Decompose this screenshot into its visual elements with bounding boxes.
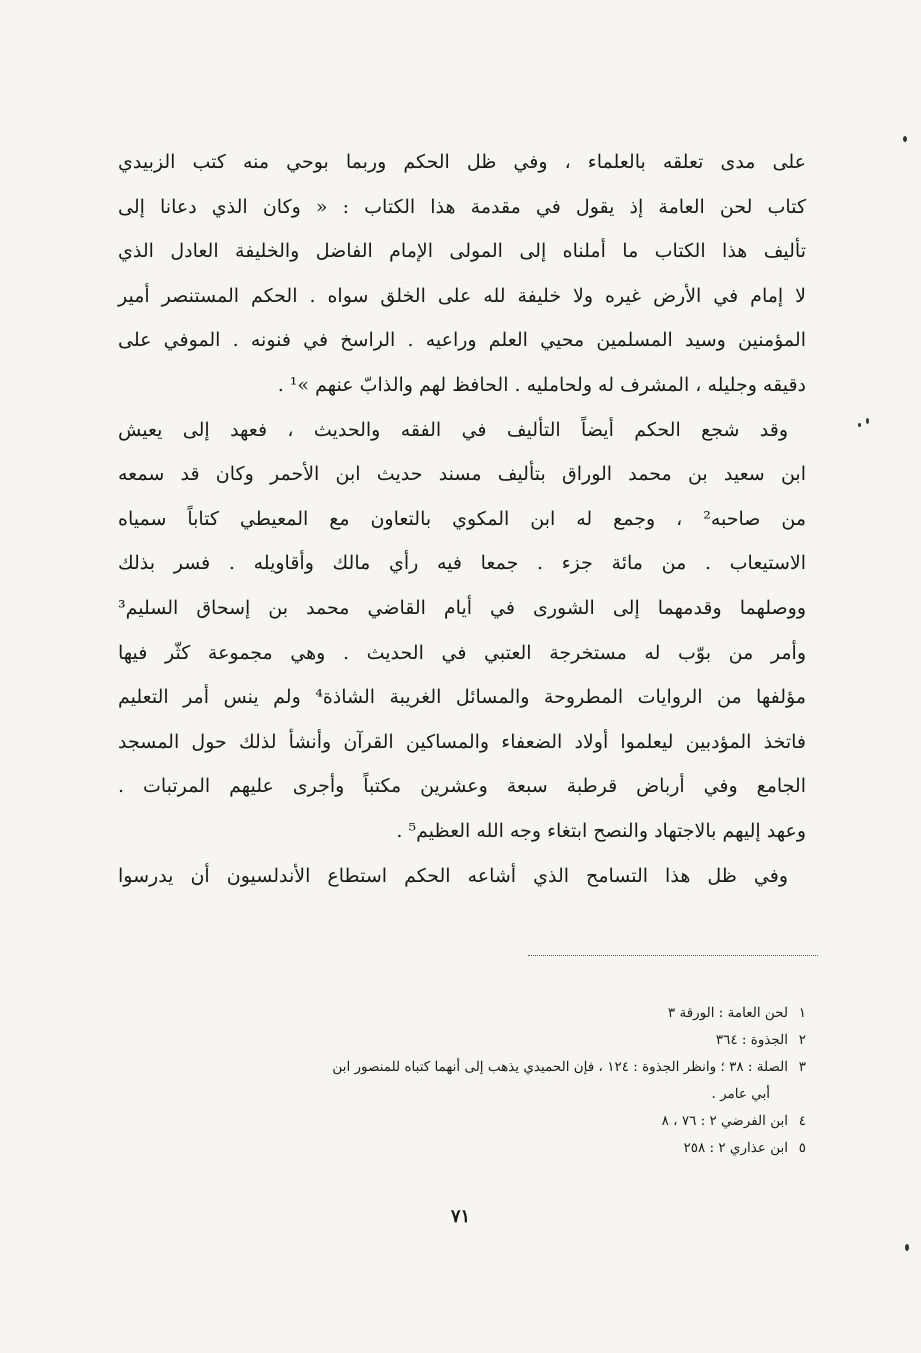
footnote-number: ١ bbox=[798, 1005, 806, 1021]
body-line: مؤلفها من الروايات المطروحة والمسائل الغريبة الشاذة⁴ ولم ينس أمر التعليم bbox=[118, 686, 807, 709]
footnote-number: ٥ bbox=[798, 1140, 806, 1156]
footnote-number: ٢ bbox=[798, 1032, 806, 1048]
body-line: على مدى تعلقه بالعلماء ، وفي ظل الحكم وربما بوحي منه كتب الزبيدي bbox=[118, 151, 806, 173]
body-line: دقيقه وجليله ، المشرف له ولحامليه . الحافظ لهم والذابّ عنهم »¹ . bbox=[277, 373, 806, 396]
body-line: الجامع وفي أرباض قرطبة سبعة وعشرين مكتباً وأجرى عليهم المرتبات . bbox=[118, 775, 806, 798]
body-line: وقد شجع الحكم أيضاً التأليف في الفقه والحديث ، فعهد إلى يعيش bbox=[118, 418, 788, 441]
scan-speck bbox=[858, 423, 861, 427]
footnote-number: ٣ bbox=[798, 1059, 806, 1075]
footnote-text: الصلة : ٣٨ ؛ وانظر الجذوة : ١٢٤ ، فإن الحميدي يذهب إلى أنهما كتباه للمنصور ابن bbox=[332, 1059, 788, 1075]
footnotes bbox=[106, 1000, 806, 1162]
body-line: وأمر من بوّب له مستخرجة العتبي في الحديث . وهي مجموعة كثّر فيها bbox=[118, 641, 806, 664]
body-line: المؤمنين وسيد المسلمين محيي العلم وراعيه . الراسخ في فنونه . الموفي على bbox=[118, 329, 806, 352]
footnote bbox=[106, 1108, 806, 1135]
footnote-text: لحن العامة : الورقة ٣ bbox=[667, 1005, 788, 1021]
body-text bbox=[118, 140, 806, 898]
footnote-continuation bbox=[106, 1081, 806, 1108]
footnote bbox=[106, 1054, 806, 1081]
footnote bbox=[106, 1027, 806, 1054]
footnote-separator bbox=[528, 955, 818, 956]
scan-speck bbox=[905, 1244, 909, 1251]
body-line: ابن سعيد بن محمد الوراق بتأليف مسند حديث ابن الأحمر وكان قد سمعه bbox=[118, 463, 806, 486]
scan-speck bbox=[903, 136, 907, 142]
footnote-text: الجذوة : ٣٦٤ bbox=[715, 1032, 788, 1048]
page-number: ٧١ bbox=[450, 1206, 471, 1227]
body-line: لا إمام في الأرض غيره ولا خليفة لله على الخلق سواه . الحكم المستنصر أمير bbox=[118, 284, 806, 307]
body-line: ووصلهما وقدمهما إلى الشورى في أيام القاضي محمد بن إسحاق السليم³ bbox=[118, 596, 806, 619]
body-line: تأليف هذا الكتاب ما أملناه إلى المولى الإمام الفاضل والخليفة العادل الذي bbox=[118, 240, 806, 263]
scan-speck bbox=[866, 418, 869, 424]
body-line: فاتخذ المؤدبين ليعلموا أولاد الضعفاء والمساكين القرآن وأنشأ لذلك حول المسجد bbox=[118, 730, 806, 753]
footnote-number: ٤ bbox=[798, 1113, 806, 1129]
footnote bbox=[106, 1135, 806, 1162]
footnote-text: أبي عامر . bbox=[711, 1086, 770, 1102]
footnote-text: ابن الفرضي ٢ : ٧٦ ، ٨ bbox=[661, 1113, 788, 1129]
footnote bbox=[106, 1000, 806, 1027]
body-line: الاستيعاب . من مائة جزء . جمعا فيه رأي مالك وأقاويله . فسر بذلك bbox=[118, 552, 806, 575]
body-line: وفي ظل هذا التسامح الذي أشاعه الحكم استطاع الأندلسيون أن يدرسوا bbox=[118, 864, 788, 887]
footnote-text: ابن عذاري ٢ : ٢٥٨ bbox=[683, 1140, 788, 1156]
body-line: من صاحبه² ، وجمع له ابن المكوي بالتعاون مع المعيطي كتاباً سمياه bbox=[118, 507, 806, 530]
body-line: وعهد إليهم بالاجتهاد والنصح ابتغاء وجه الله العظيم⁵ . bbox=[396, 819, 806, 842]
body-line: كتاب لحن العامة إذ يقول في مقدمة هذا الكتاب : « وكان الذي دعانا إلى bbox=[118, 195, 806, 218]
